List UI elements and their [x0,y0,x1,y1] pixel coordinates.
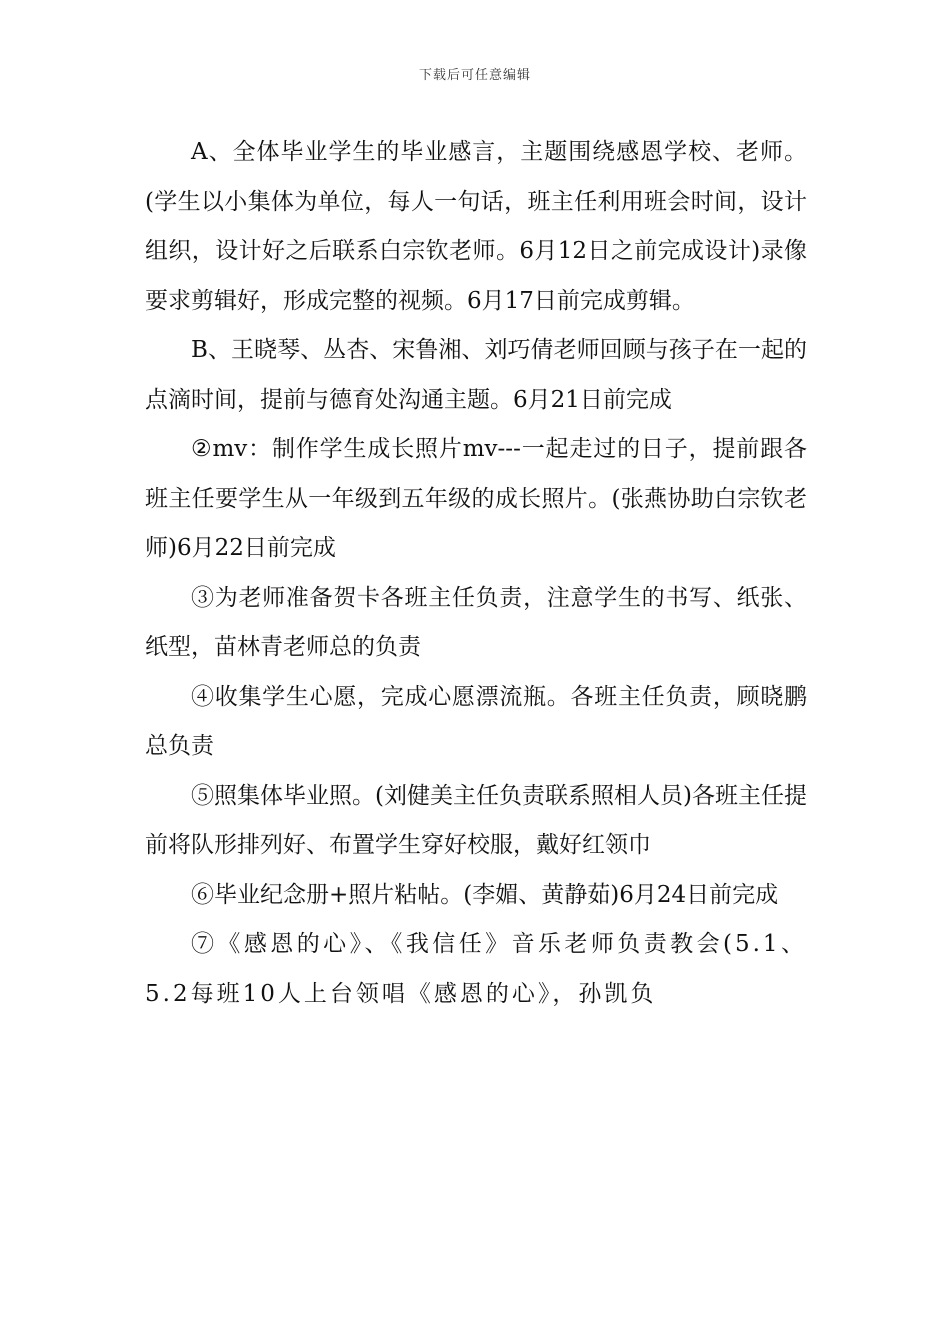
paragraph-songs: ⑦《感恩的心》、《我信任》音乐老师负责教会(5.1、5.2每班10人上台领唱《感恩的心》，孙凯负 [145,931,807,1007]
paragraph-yearbook: ⑥毕业纪念册+照片粘帖。(李媚、黄静茹)6月24日前完成 [191,881,779,908]
paragraph-b: B、王晓琴、丛杏、宋鲁湘、刘巧倩老师回顾与孩子在一起的点滴时间，提前与德育处沟通主题。6月21日前完成 [145,337,807,413]
paragraph-group-photo: ⑤照集体毕业照。(刘健美主任负责联系照相人员)各班主任提前将队形排列好、布置学生穿好校服，戴好红领巾 [145,782,807,858]
page-header: 下载后可任意编辑 [418,68,531,83]
document-body [145,128,807,1019]
paragraph-a: A、全体毕业学生的毕业感言，主题围绕感恩学校、老师。(学生以小集体为单位，每人一句话，班主任利用班会时间，设计组织，设计好之后联系白宗钦老师。6月12日之前完成设计)录像要求剪辑好，形成完整的视频。6月17日前完成剪辑。 [145,139,807,314]
paragraph-mv: ②mv：制作学生成长照片mv---一起走过的日子，提前跟各班主任要学生从一年级到五年级的成长照片。(张燕协助白宗钦老师)6月22日前完成 [145,436,807,561]
paragraph-wishes: ④收集学生心愿，完成心愿漂流瓶。各班主任负责，顾晓鹏总负责 [145,683,807,759]
paragraph-greeting-cards: ③为老师准备贺卡各班主任负责，注意学生的书写、纸张、纸型，苗林青老师总的负责 [145,584,807,660]
